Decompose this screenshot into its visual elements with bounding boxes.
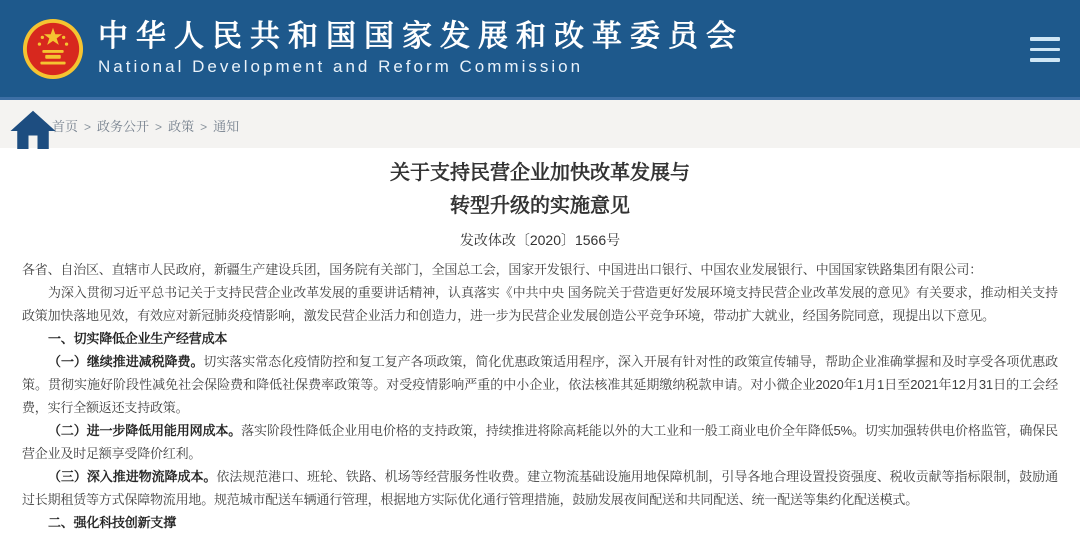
document-content <box>0 148 1080 534</box>
breadcrumb-separator: > <box>84 120 92 134</box>
breadcrumb-item[interactable]: 通知 <box>213 119 240 134</box>
paragraph <box>22 281 1058 327</box>
china-national-emblem-icon <box>22 18 84 80</box>
site-title-en: National Development and Reform Commission <box>98 57 584 77</box>
paragraph-lead: （三）深入推进物流降成本。 <box>48 469 217 484</box>
paragraph <box>22 258 1058 281</box>
paragraph-lead: （一）继续推进减税降费。 <box>48 354 204 369</box>
menu-line <box>1030 37 1060 41</box>
site-title-zh: 中华人民共和国国家发展和改革委员会 <box>98 19 744 53</box>
menu-line <box>1030 48 1060 52</box>
paragraph <box>22 350 1058 419</box>
site-header <box>0 0 1080 100</box>
breadcrumb-separator: > <box>200 120 208 134</box>
menu-line <box>1030 58 1060 62</box>
breadcrumb-item[interactable]: 政策 <box>168 119 195 134</box>
paragraph-text: 落实阶段性降低企业用电价格的支持政策，持续推进将除高耗能以外的大工业和一般工商业电价全年降低5%。切实加强转供电价格监管，确保民营企业及时足额享受降价红利。 <box>22 423 1058 461</box>
breadcrumb-separator: > <box>155 120 163 134</box>
paragraph-lead: 二、强化科技创新支撑 <box>48 515 177 530</box>
paragraph-text: 依法规范港口、班轮、铁路、机场等经营服务性收费。建立物流基础设施用地保障机制，引导各地合理设置投资强度、税收贡献等指标限制，鼓励通过长期租赁等方式保障物流用地。规范城市配送车辆通行管理，根据地方实际优化通行管理措施，鼓励发展夜间配送和共同配送、统一配送等集约化配送模式。 <box>22 469 1058 507</box>
paragraph <box>22 419 1058 465</box>
breadcrumb <box>52 116 239 135</box>
paragraph-lead: （二）进一步降低用能用网成本。 <box>48 423 242 438</box>
section-heading <box>22 327 1058 350</box>
breadcrumb-item[interactable]: 政务公开 <box>97 119 150 134</box>
hamburger-menu-icon[interactable] <box>1030 37 1060 62</box>
site-title-block <box>98 20 744 78</box>
document-title-line1: 关于支持民营企业加快改革发展与 <box>390 162 690 184</box>
paragraph-text: 切实落实常态化疫情防控和复工复产各项政策，简化优惠政策适用程序，深入开展有针对性的政策宣传辅导，帮助企业准确掌握和及时享受各项优惠政策。贯彻实施好阶段性减免社会保险费和降低社保费率政策等。对受疫情影响严重的中小企业，依法核准其延期缴纳税款申请。对小微企业2020年1月1日至2021年12月31日的工会经费，实行全额返还支持政策。 <box>22 354 1058 415</box>
breadcrumb-item[interactable]: 首页 <box>52 119 79 134</box>
paragraph-text: 为深入贯彻习近平总书记关于支持民营企业改革发展的重要讲话精神，认真落实《中共中央 国务院关于营造更好发展环境支持民营企业改革发展的意见》有关要求，推动相关支持政策加快落地见效，有效应对新冠肺炎疫情影响，激发民营企业活力和创造力，进一步为民营企业发展创造公平竞争环境，带动扩大就业，经国务院同意，现提出以下意见。 <box>22 285 1058 323</box>
home-icon[interactable] <box>6 104 60 158</box>
paragraph-text: 各省、自治区、直辖市人民政府，新疆生产建设兵团，国务院有关部门，全国总工会，国家开发银行、中国进出口银行、中国农业发展银行、中国国家铁路集团有限公司： <box>22 262 983 277</box>
section-heading <box>22 511 1058 534</box>
document-title-line2: 转型升级的实施意见 <box>450 195 630 217</box>
paragraph-lead: 一、切实降低企业生产经营成本 <box>48 331 228 346</box>
document-number: 发改体改〔2020〕1566号 <box>459 232 621 248</box>
breadcrumb-bar <box>0 100 1080 148</box>
paragraph <box>22 465 1058 511</box>
document-body <box>22 258 1058 534</box>
